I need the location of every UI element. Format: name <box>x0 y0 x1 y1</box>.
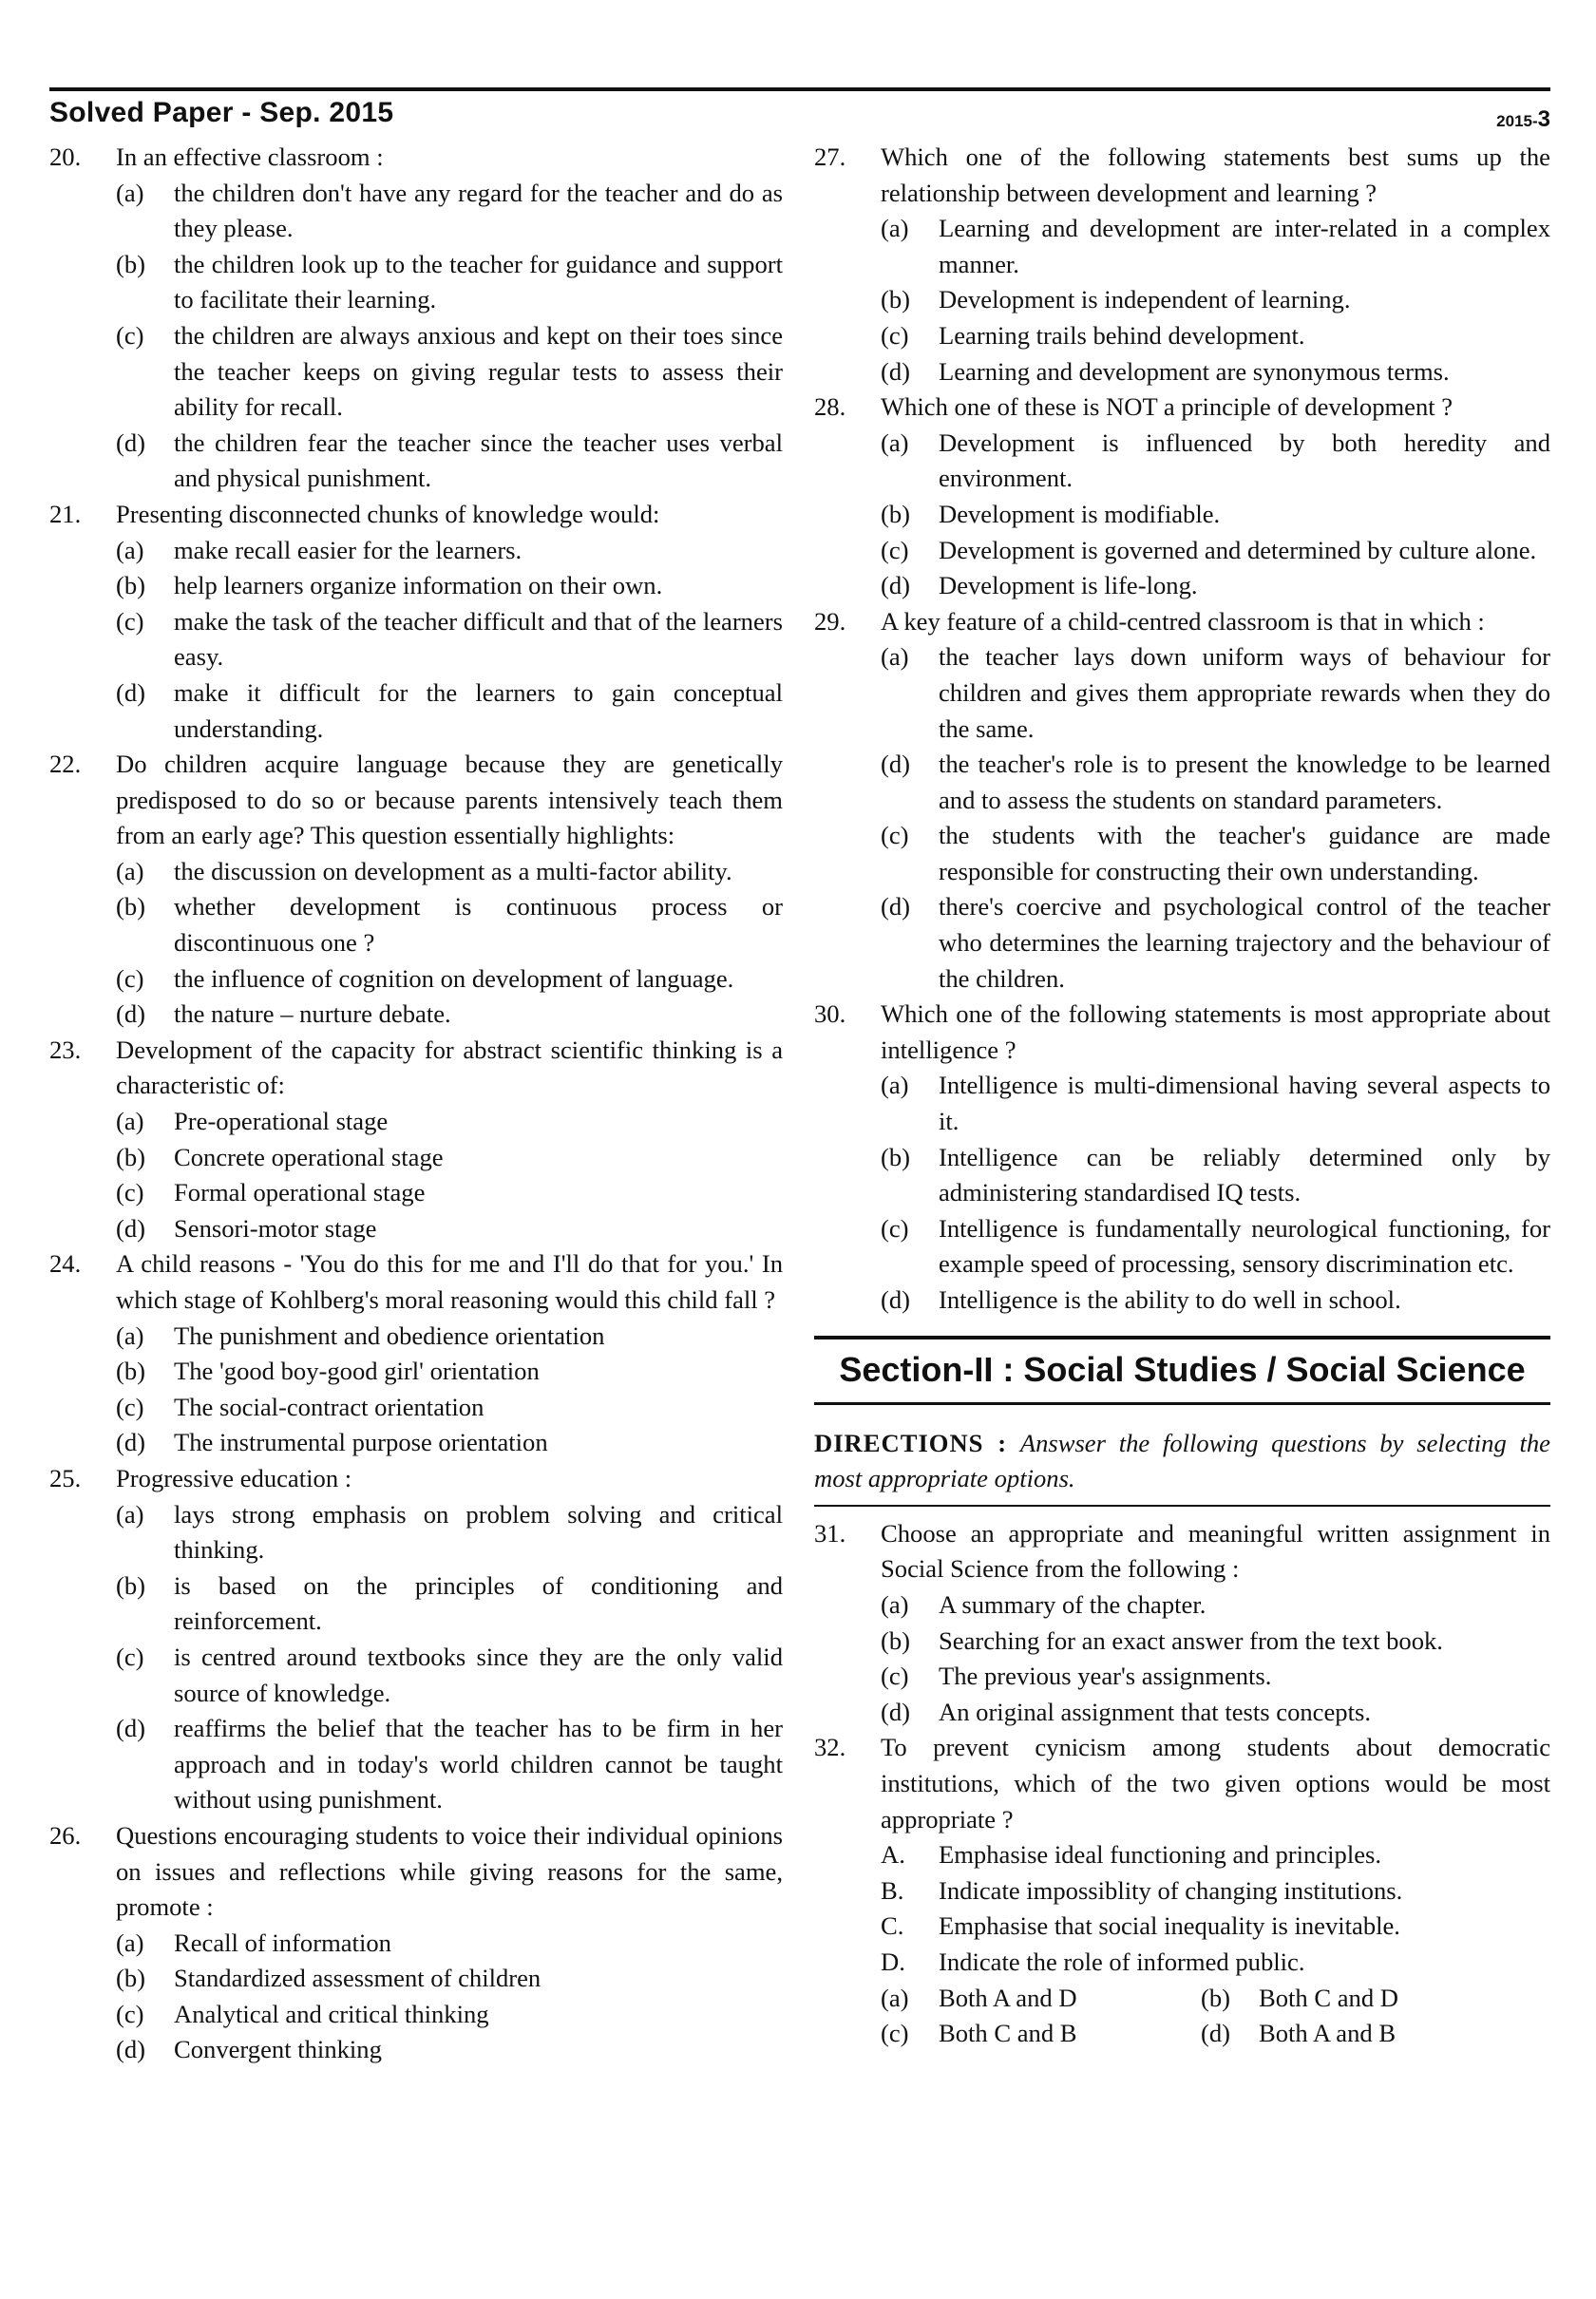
statement-label: A. <box>881 1840 905 1870</box>
option <box>49 1997 783 2033</box>
answer-row <box>814 2016 1550 2052</box>
option-label: (a) <box>116 1499 144 1529</box>
option <box>49 1497 783 1568</box>
question-number: 27. <box>814 142 846 171</box>
question-text: Which one of the following statements is most appropriate about intelligence ? <box>881 999 1550 1064</box>
question-text: Presenting disconnected chunks of knowledge would: <box>116 499 660 528</box>
question-text: Do children acquire language because they are genetically predisposed to do so or because parents intensively teach them from an early age? This question essentially highlights: <box>116 750 783 850</box>
directions-text: Answser the following questions by selecting the most appropriate options. <box>814 1428 1550 1493</box>
option-label: (c) <box>881 320 909 350</box>
option-label: (d) <box>116 1428 146 1457</box>
statement <box>814 1945 1550 1981</box>
option-text: Formal operational stage <box>174 1178 426 1207</box>
option-label: (d) <box>881 356 911 386</box>
question-number: 23. <box>49 1035 82 1064</box>
option <box>49 961 783 998</box>
statement <box>814 1873 1550 1910</box>
answer-row <box>814 1981 1550 2017</box>
question-text: To prevent cynicism among students about democratic institutions, which of the two given options would be most appropriate ? <box>881 1733 1550 1834</box>
directions-label: DIRECTIONS : <box>814 1428 1008 1457</box>
option-label: (c) <box>116 1178 144 1207</box>
option <box>814 211 1550 282</box>
option <box>814 1140 1550 1211</box>
option-label: (b) <box>1201 1983 1231 2012</box>
question-number: 25. <box>49 1463 82 1492</box>
option-label: (a) <box>881 1071 909 1100</box>
question-number: 24. <box>49 1249 82 1279</box>
page-prefix: 2015- <box>1496 112 1538 130</box>
question-number: 32. <box>814 1733 846 1762</box>
option-label: (c) <box>116 320 144 350</box>
option-text: A summary of the chapter. <box>939 1589 1206 1619</box>
option <box>814 426 1550 497</box>
option-text: Development is modifiable. <box>939 499 1221 528</box>
option <box>814 568 1550 604</box>
option-text: Both A and D <box>939 1983 1077 2012</box>
option <box>49 889 783 960</box>
option-text: Intelligence can be reliably determined only by administering standardised IQ tests. <box>939 1142 1550 1207</box>
option-label: (c) <box>881 1662 909 1691</box>
option <box>49 1711 783 1818</box>
question-text: Which one of the following statements best sums up the relationship between development and learning ? <box>881 142 1550 207</box>
option-text: Learning and development are inter-related in a complex manner. <box>939 214 1550 278</box>
option-text: The punishment and obedience orientation <box>174 1320 605 1350</box>
option-label: (a) <box>881 1589 909 1619</box>
option <box>49 176 783 247</box>
option-label: (b) <box>116 892 146 922</box>
option-label: (b) <box>881 285 911 314</box>
option <box>49 426 783 497</box>
right-column <box>814 140 1550 2052</box>
option <box>49 1175 783 1211</box>
option-text: make the task of the teacher difficult and that of the learners easy. <box>174 606 783 672</box>
option-text: Recall of information <box>174 1928 391 1957</box>
option-text: is centred around textbooks since they are the only valid source of knowledge. <box>174 1642 783 1707</box>
question-text: In an effective classroom : <box>116 142 384 171</box>
option-text: the children fear the teacher since the teacher uses verbal and physical punishment. <box>174 428 783 493</box>
option-label: (c) <box>116 963 144 993</box>
option-text: lays strong emphasis on problem solving and critical thinking. <box>174 1499 783 1565</box>
statement-text: Indicate the role of informed public. <box>939 1947 1305 1976</box>
option-text: the students with the teacher's guidance are made responsible for constructing their own understanding. <box>939 821 1550 885</box>
question-text: Progressive education : <box>116 1463 352 1492</box>
option-text: there's coercive and psychological control of the teacher who determines the learning trajectory and the behaviour of the children. <box>939 892 1550 993</box>
option <box>814 1282 1550 1319</box>
question-23 <box>49 1033 783 1247</box>
option-text: The social-contract orientation <box>174 1392 484 1421</box>
question-number: 26. <box>49 1820 82 1850</box>
option-text: the children don't have any regard for the teacher and do as they please. <box>174 178 783 243</box>
option-label: (d) <box>116 1213 146 1243</box>
option-text: the teacher's role is to present the knowledge to be learned and to assess the students on standard parameters. <box>939 750 1550 814</box>
option-label: (c) <box>116 606 144 636</box>
option-label: (b) <box>881 499 911 528</box>
option-label: (d) <box>881 1285 911 1314</box>
option-text: help learners organize information on their own. <box>174 571 663 600</box>
option-text: the discussion on development as a multi-factor ability. <box>174 856 732 885</box>
statement-label: B. <box>881 1875 904 1905</box>
option-text: Intelligence is the ability to do well in school. <box>939 1285 1401 1314</box>
option <box>814 889 1550 997</box>
option <box>49 675 783 747</box>
option-text: Development is independent of learning. <box>939 285 1351 314</box>
option-label: (d) <box>1201 2019 1231 2048</box>
option-text: Concrete operational stage <box>174 1142 444 1171</box>
option-label: (b) <box>881 1142 911 1171</box>
option-label: (d) <box>116 1714 146 1743</box>
question-29 <box>814 604 1550 998</box>
option-text: Both C and D <box>1259 1983 1399 2012</box>
question-text: A child reasons - 'You do this for me and I'll do that for you.' In which stage of Kohlberg's moral reasoning would this child fall ? <box>116 1249 783 1314</box>
question-number: 22. <box>49 750 82 779</box>
option-label: (b) <box>116 1357 146 1386</box>
option-text: Both A and B <box>1259 2019 1396 2048</box>
option <box>814 533 1550 569</box>
option-label: (a) <box>116 535 144 564</box>
option <box>49 2032 783 2068</box>
option-text: the influence of cognition on development of language. <box>174 963 734 993</box>
option-text: whether development is continuous process or discontinuous one ? <box>174 892 783 958</box>
question-text: Development of the capacity for abstract scientific thinking is a characteristic of: <box>116 1035 783 1100</box>
question-31 <box>814 1516 1550 1731</box>
option <box>814 282 1550 318</box>
page-number: 3 <box>1537 106 1550 132</box>
option-text: Intelligence is fundamentally neurological functioning, for example speed of processing, sensory discrimination etc. <box>939 1213 1550 1279</box>
option-text: Development is influenced by both heredity and environment. <box>939 428 1550 493</box>
option-text: Learning and development are synonymous terms. <box>939 356 1450 386</box>
option-label: (a) <box>881 1983 909 2012</box>
option-label: (c) <box>116 1642 144 1671</box>
option-text: Convergent thinking <box>174 2035 382 2064</box>
option <box>49 997 783 1033</box>
section-title: Section-II : Social Studies / Social Science <box>814 1336 1550 1405</box>
option-label: (d) <box>881 750 911 779</box>
option <box>49 247 783 318</box>
question-25 <box>49 1461 783 1818</box>
option <box>49 1926 783 1962</box>
option <box>814 747 1550 818</box>
question-30 <box>814 997 1550 1318</box>
directions <box>814 1426 1550 1507</box>
question-text: Which one of these is NOT a principle of development ? <box>881 392 1454 422</box>
statement-text: Emphasise ideal functioning and principles. <box>939 1840 1382 1870</box>
option <box>49 1568 783 1640</box>
question-28 <box>814 390 1550 604</box>
option-text: reaffirms the belief that the teacher has to be firm in her approach and in today's world children cannot be taught without using punishment. <box>174 1714 783 1814</box>
option-label: (a) <box>116 856 144 885</box>
option-label: (d) <box>116 2035 146 2064</box>
option-text: Pre-operational stage <box>174 1107 389 1136</box>
statement <box>814 1909 1550 1945</box>
option <box>814 1659 1550 1695</box>
option-text: Intelligence is multi-dimensional having several aspects to it. <box>939 1071 1550 1136</box>
statement <box>814 1837 1550 1873</box>
option-text: Standardized assessment of children <box>174 1964 542 1993</box>
question-number: 29. <box>814 606 846 636</box>
option-text: The 'good boy-good girl' orientation <box>174 1357 540 1386</box>
question-26 <box>49 1818 783 2068</box>
statement-label: D. <box>881 1947 905 1976</box>
question-number: 20. <box>49 142 82 171</box>
question-number: 28. <box>814 392 846 422</box>
question-number: 21. <box>49 499 82 528</box>
header-page-number <box>1496 106 1550 133</box>
option <box>49 1390 783 1426</box>
option-text: An original assignment that tests concepts. <box>939 1697 1371 1726</box>
option-label: (a) <box>881 214 909 243</box>
option <box>814 497 1550 533</box>
option-label: (d) <box>881 1697 911 1726</box>
option-label: (b) <box>116 571 146 600</box>
option <box>49 1104 783 1140</box>
option <box>814 1211 1550 1282</box>
option-text: Development is governed and determined by culture alone. <box>939 535 1537 564</box>
option-label: (a) <box>116 1928 144 1957</box>
question-32 <box>814 1730 1550 2051</box>
option-label: (c) <box>881 535 909 564</box>
option-label: (a) <box>116 1320 144 1350</box>
option-text: Both C and B <box>939 2019 1077 2048</box>
question-number: 30. <box>814 999 846 1029</box>
option <box>814 1624 1550 1660</box>
option <box>49 1140 783 1176</box>
option-text: Searching for an exact answer from the text book. <box>939 1625 1443 1655</box>
option <box>814 1068 1550 1139</box>
question-text: Questions encouraging students to voice their individual opinions on issues and reflections while giving reasons for the same, promote : <box>116 1820 783 1922</box>
option-label: (d) <box>881 892 911 922</box>
option-label: (c) <box>116 1392 144 1421</box>
option <box>814 639 1550 747</box>
question-27 <box>814 140 1550 390</box>
option <box>49 1211 783 1247</box>
option <box>49 1961 783 1997</box>
option-label: (c) <box>881 1213 909 1243</box>
option-label: (b) <box>116 1570 146 1600</box>
option-label: (a) <box>881 642 909 672</box>
option-text: make recall easier for the learners. <box>174 535 522 564</box>
option <box>49 1319 783 1355</box>
option-text: Sensori-motor stage <box>174 1213 377 1243</box>
option-label: (c) <box>116 1999 144 2028</box>
option <box>49 1640 783 1711</box>
option-text: Analytical and critical thinking <box>174 1999 489 2028</box>
option-label: (b) <box>116 1964 146 1993</box>
option <box>814 818 1550 889</box>
option-label: (a) <box>116 178 144 207</box>
page-header <box>49 87 1550 139</box>
option-label: (a) <box>116 1107 144 1136</box>
option <box>49 1425 783 1461</box>
option-text: The previous year's assignments. <box>939 1662 1272 1691</box>
question-21 <box>49 497 783 747</box>
option-label: (d) <box>116 999 146 1029</box>
question-text: A key feature of a child-centred classroom is that in which : <box>881 606 1485 636</box>
option-text: the teacher lays down uniform ways of behaviour for children and gives them appropriate rewards when they do the same. <box>939 642 1550 743</box>
option-label: (a) <box>881 428 909 457</box>
option <box>814 354 1550 390</box>
option <box>814 318 1550 354</box>
statement-text: Emphasise that social inequality is inevitable. <box>939 1911 1400 1941</box>
option <box>49 568 783 604</box>
option <box>814 1695 1550 1731</box>
option <box>49 604 783 675</box>
option <box>49 854 783 890</box>
option-label: (d) <box>116 428 146 457</box>
option-text: the children look up to the teacher for guidance and support to facilitate their learning. <box>174 249 783 314</box>
option <box>49 533 783 569</box>
option-label: (d) <box>881 571 911 600</box>
option-label: (b) <box>116 1142 146 1171</box>
option-text: the children are always anxious and kept on their toes since the teacher keeps on giving regular tests to assess their ability for recall. <box>174 320 783 422</box>
question-24 <box>49 1246 783 1461</box>
option-label: (b) <box>116 249 146 278</box>
option-label: (c) <box>881 2019 909 2048</box>
option-label: (c) <box>881 821 909 850</box>
header-title: Solved Paper - Sep. 2015 <box>49 97 394 128</box>
option-label: (d) <box>116 677 146 707</box>
option-text: Development is life-long. <box>939 571 1198 600</box>
option-text: is based on the principles of conditioning and reinforcement. <box>174 1570 783 1636</box>
option-text: The instrumental purpose orientation <box>174 1428 548 1457</box>
question-number: 31. <box>814 1518 846 1548</box>
option-text: make it difficult for the learners to gain conceptual understanding. <box>174 677 783 743</box>
option-text: the nature – nurture debate. <box>174 999 451 1029</box>
question-20 <box>49 140 783 497</box>
question-22 <box>49 747 783 1033</box>
option <box>49 1354 783 1390</box>
option <box>814 1587 1550 1624</box>
statement-text: Indicate impossiblity of changing institutions. <box>939 1875 1403 1905</box>
left-column <box>49 140 783 2068</box>
option <box>49 318 783 426</box>
question-text: Choose an appropriate and meaningful written assignment in Social Science from the following : <box>881 1518 1550 1584</box>
option-text: Learning trails behind development. <box>939 320 1305 350</box>
option-label: (b) <box>881 1625 911 1655</box>
statement-label: C. <box>881 1911 904 1941</box>
